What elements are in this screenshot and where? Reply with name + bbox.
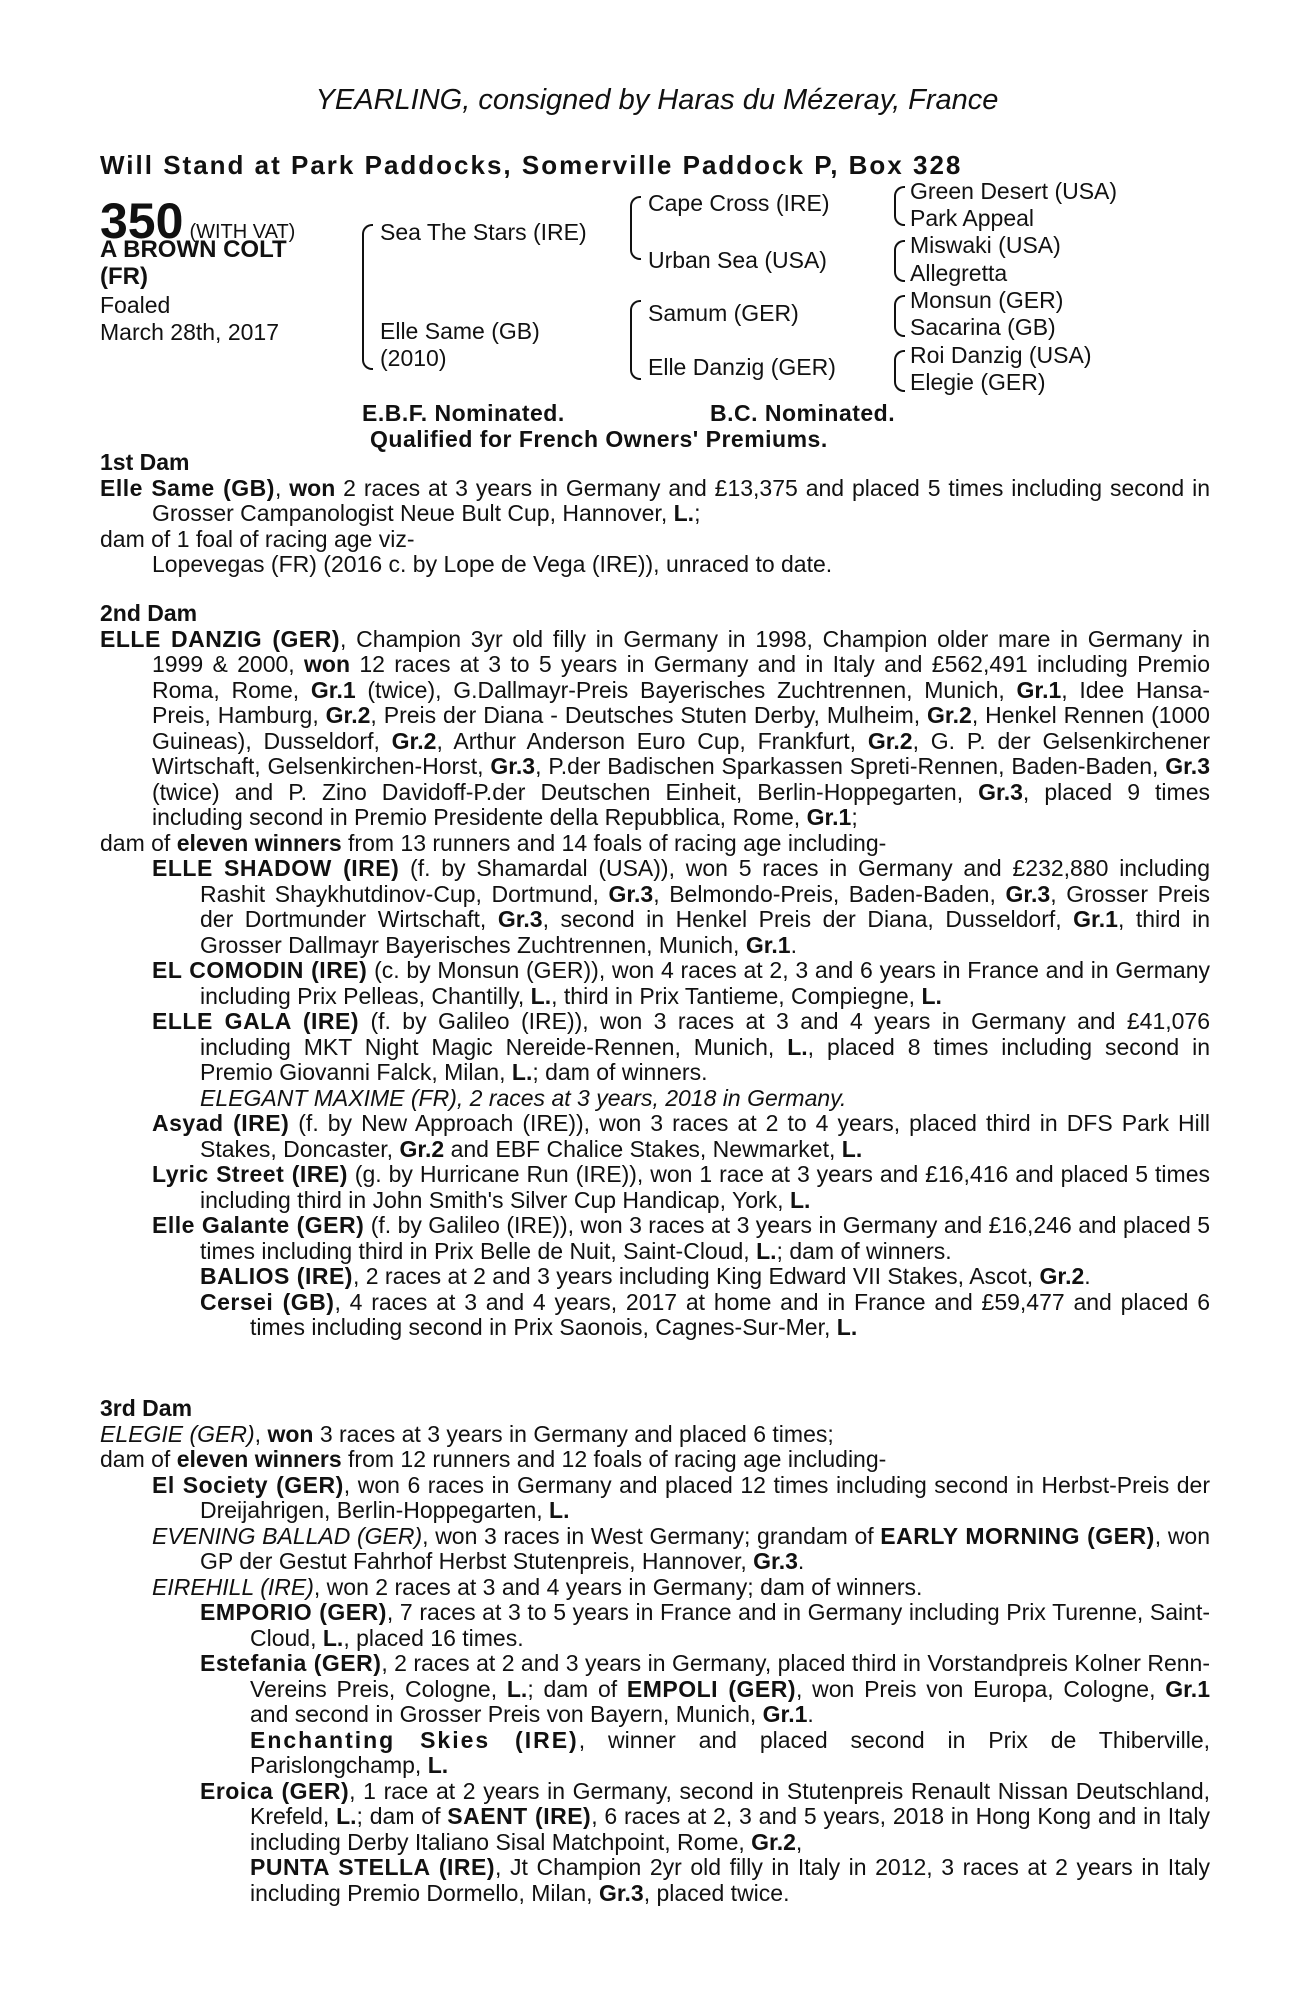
foal-el-society xyxy=(100,1473,1210,1524)
foal-balios xyxy=(100,1264,1210,1290)
grandfoal-name: Enchanting Skies (IRE) xyxy=(250,1726,579,1753)
foal-name: EMPORIO (GER) xyxy=(200,1599,387,1625)
t: (twice) and P. Zino Davidoff-P.der Deutschen Einheit, Berlin-Hoppegarten, xyxy=(152,778,979,805)
won: won xyxy=(267,1420,314,1447)
t: , placed 9 times including second in Premio Presidente della Repubblica, Rome, xyxy=(152,778,1210,830)
second-dam-record xyxy=(100,627,1210,831)
listed: L. xyxy=(841,1135,863,1162)
bc-nominated: B.C. Nominated. xyxy=(710,400,896,426)
sep: , xyxy=(254,1420,268,1447)
t: , won GP der Gestut Fahrhof Herbst Stutenpreis, Hannover, xyxy=(200,1522,1211,1574)
t: and EBF Chalice Stakes, Newmarket, xyxy=(444,1135,842,1162)
third-dam-name: ELEGIE (GER) xyxy=(100,1420,255,1447)
t: , Arthur Anderson Euro Cup, Frankfurt, xyxy=(436,727,868,754)
foal-name: Eroica (GER) xyxy=(200,1777,350,1804)
t: ; dam of winners. xyxy=(532,1059,708,1085)
listed: L. xyxy=(787,1033,808,1060)
record-end: ; xyxy=(694,500,701,526)
t: , second in Henkel Preis der Diana, Dusseldorf, xyxy=(542,906,1074,932)
t: ; dam of winners. xyxy=(776,1237,952,1264)
t: , 4 races at 3 and 4 years, 2017 at home and in France and £59,477 and placed 6 times including second in Prix Saonois, Cagnes-Sur-Mer, xyxy=(250,1288,1210,1340)
stand-location: Will Stand at Park Paddocks, Somerville Paddock P, Box 328 xyxy=(100,150,963,180)
listed: L. xyxy=(756,1237,777,1264)
brace-dd xyxy=(894,350,905,392)
grade: Gr.3 xyxy=(753,1548,798,1574)
t: , P.der Badischen Sparkassen Spreti-Rennen, Baden-Baden, xyxy=(535,753,1166,779)
second-dam-name: ELLE DANZIG (GER) xyxy=(100,625,341,652)
sdd: Allegretta xyxy=(910,260,1008,286)
lot-description: A BROWN COLT xyxy=(100,236,287,263)
grade: Gr.3 xyxy=(490,753,536,779)
t: 3 races at 3 years in Germany and placed 6 times; xyxy=(313,1420,834,1447)
grade: Gr.3 xyxy=(608,880,654,907)
t: dam of xyxy=(100,829,177,856)
t: ; xyxy=(851,804,858,830)
t: . xyxy=(797,1548,805,1574)
grandfoal-name: EARLY MORNING (GER) xyxy=(880,1522,1155,1549)
second-dam-dam-of xyxy=(100,831,1210,857)
listed: L. xyxy=(511,1059,533,1085)
foal-eirehill xyxy=(100,1575,1210,1601)
grade: Gr.1 xyxy=(1165,1675,1210,1702)
foal-elle-galante xyxy=(100,1213,1210,1264)
t: , winner and placed second in Prix de Thiberville, Parislongchamp, xyxy=(250,1726,1210,1778)
grade: Gr.2 xyxy=(751,1828,796,1855)
sds: Miswaki (USA) xyxy=(910,232,1061,258)
t: ; dam of xyxy=(356,1803,448,1829)
grade: Gr.3 xyxy=(497,906,543,932)
grade: Gr.3 xyxy=(1165,753,1210,779)
t: , Preis der Diana - Deutsches Stuten Derby, Mulheim, xyxy=(370,702,928,728)
third-dam-section xyxy=(100,1396,1210,1906)
sep: , xyxy=(274,474,290,501)
foal-emporio xyxy=(100,1600,1210,1651)
foal-evening-ballad xyxy=(100,1524,1210,1575)
t: , Jt Champion 2yr old filly in Italy in 2012, 3 races at 2 years in Italy including Premio Dormello, Milan, xyxy=(250,1854,1210,1906)
foal-lyric-street xyxy=(100,1162,1210,1213)
lot-country: (FR) xyxy=(100,263,148,290)
third-dam-title: 3rd Dam xyxy=(100,1395,193,1421)
foal-el-comodin xyxy=(100,958,1210,1009)
grandfoal-name: PUNTA STELLA (IRE) xyxy=(250,1854,496,1880)
listed: L. xyxy=(427,1752,449,1778)
foal-elle-gala xyxy=(100,1009,1210,1086)
foal-name: ELLE SHADOW (IRE) xyxy=(152,855,400,881)
t: , Grosser Preis der Dortmunder Wirtschaft, xyxy=(200,880,1210,932)
t: , third in Prix Tantieme, Compiegne, xyxy=(551,982,922,1009)
t: . xyxy=(1084,1263,1091,1289)
brace-ds xyxy=(894,295,905,337)
t: , 2 races at 2 and 3 years including King Edward VII Stakes, Ascot, xyxy=(352,1263,1040,1289)
ebf-nominated: E.B.F. Nominated. xyxy=(362,400,565,426)
listed: L. xyxy=(549,1497,570,1523)
t: (f. by New Approach (IRE)), won 3 races at 2 to 4 years, placed third in DFS Park Hill Stakes, Doncaster, xyxy=(200,1110,1210,1162)
t: , Champion 3yr old filly in Germany in 1998, Champion older mare in Germany in 1999 & 2000, xyxy=(152,625,1210,677)
t: , placed 8 times including second in Premio Giovanni Falck, Milan, xyxy=(200,1033,1210,1085)
listed: L. xyxy=(836,1314,858,1340)
t: (c. by Monsun (GER)), won 4 races at 2, 3 and 6 years in France and in Germany including Prix Pelleas, Chantilly, xyxy=(200,957,1210,1009)
french-premiums: Qualified for French Owners' Premiums. xyxy=(370,426,828,452)
foal-elle-shadow xyxy=(100,856,1210,958)
listed: L. xyxy=(530,982,552,1009)
ssd: Park Appeal xyxy=(910,205,1035,231)
dss: Monsun (GER) xyxy=(910,287,1064,313)
grade: Gr.3 xyxy=(978,778,1023,805)
listed: L. xyxy=(506,1675,528,1702)
grade: Gr.1 xyxy=(1073,906,1118,932)
brace-sire xyxy=(630,196,641,260)
listed: L. xyxy=(789,1186,811,1213)
foal-name: EVENING BALLAD (GER) xyxy=(152,1522,423,1549)
listed: L. xyxy=(322,1624,344,1651)
t: , placed 16 times. xyxy=(343,1624,524,1651)
foal-estefania xyxy=(100,1651,1210,1779)
foal-name: EL COMODIN (IRE) xyxy=(152,957,368,983)
vat-note: (WITH VAT) xyxy=(189,221,296,243)
ddd: Elegie (GER) xyxy=(910,369,1046,395)
sire-dam: Urban Sea (USA) xyxy=(648,247,827,273)
t: , placed twice. xyxy=(643,1879,790,1906)
t: , Henkel Rennen (1000 Guineas), Dusseldorf, xyxy=(152,702,1210,754)
grade: Gr.2 xyxy=(867,727,913,754)
foal-name: Cersei (GB) xyxy=(200,1288,335,1315)
t: . xyxy=(807,1701,814,1727)
sss: Green Desert (USA) xyxy=(910,178,1118,204)
foal-name: ELLE GALA (IRE) xyxy=(152,1008,360,1034)
eleven-winners: eleven winners xyxy=(176,829,342,856)
foal-elegant-maxime: ELEGANT MAXIME (FR), 2 races at 3 years, 2018 in Germany. xyxy=(200,1084,847,1111)
t: (f. by Galileo (IRE)), won 3 races at 3 and 4 years in Germany and £41,076 including MKT Night Magic Nereide-Rennen, Munich, xyxy=(200,1008,1210,1060)
foal-name: Asyad (IRE) xyxy=(152,1110,290,1136)
won: won xyxy=(304,651,351,677)
grade: Gr.1 xyxy=(762,1701,808,1727)
grade: Gr.1 xyxy=(310,676,356,703)
first-dam-record xyxy=(100,476,1210,527)
lot-number: 350 xyxy=(100,193,184,249)
grade: Gr.1 xyxy=(806,804,852,830)
foal-name: El Society (GER) xyxy=(152,1471,344,1498)
foal-name: BALIOS (IRE) xyxy=(200,1263,353,1289)
listed: L. xyxy=(921,982,942,1009)
dds: Roi Danzig (USA) xyxy=(910,342,1092,368)
listed: L. xyxy=(336,1803,357,1829)
grade: Gr.1 xyxy=(1016,676,1062,703)
t: , 6 races at 2, 3 and 5 years, 2018 in Hong Kong and in Italy including Derby Italiano Sisal Matchpoint, Rome, xyxy=(250,1803,1210,1855)
t: , 7 races at 3 to 5 years in France and in Germany including Prix Turenne, Saint-Cloud, xyxy=(250,1599,1211,1651)
sire-sire: Cape Cross (IRE) xyxy=(648,190,830,216)
t: , won 3 races in West Germany; grandam of xyxy=(422,1522,881,1549)
grandfoal-name: SAENT (IRE) xyxy=(447,1803,592,1829)
t: , xyxy=(795,1828,803,1855)
t: , 2 races at 2 and 3 years in Germany, placed third in Vorstandpreis Kolner Renn-Vereins Preis, Cologne, xyxy=(250,1650,1210,1702)
foal-asyad xyxy=(100,1111,1210,1162)
foal-eroica xyxy=(100,1779,1210,1907)
t: , Belmondo-Preis, Baden-Baden, xyxy=(653,880,1006,907)
first-dam-foal: Lopevegas (FR) (2016 c. by Lope de Vega (IRE)), unraced to date. xyxy=(152,551,833,577)
grade: Gr.3 xyxy=(1005,880,1051,907)
t: , won 2 races at 3 and 4 years in Germany; dam of winners. xyxy=(313,1573,923,1600)
record-text: 2 races at 3 years in Germany and £13,375 and placed 5 times including second in Grosser Campanologist Neue Bult Cup, Hannover, xyxy=(152,474,1210,526)
dam-year: (2010) xyxy=(380,345,447,371)
brace-dam xyxy=(630,300,641,380)
dsd: Sacarina (GB) xyxy=(910,314,1056,340)
won: won xyxy=(289,474,336,501)
foal-name: Estefania (GER) xyxy=(200,1650,382,1676)
dam-dam: Elle Danzig (GER) xyxy=(648,354,836,380)
foal-name: EIREHILL (IRE) xyxy=(152,1573,314,1600)
brace-ss xyxy=(894,186,905,226)
grade: Gr.2 xyxy=(1039,1263,1085,1289)
t: dam of xyxy=(100,1446,177,1472)
t: (twice), G.Dallmayr-Preis Bayerisches Zuchtrennen, Munich, xyxy=(355,676,1017,703)
t: 12 races at 3 to 5 years in Germany and in Italy and £562,491 including Premio Roma, Rome, xyxy=(152,651,1210,703)
grandfoal-name: EMPOLI (GER) xyxy=(626,1675,796,1702)
t: and second in Grosser Preis von Bayern, Munich, xyxy=(250,1701,763,1727)
grade: Gr.2 xyxy=(399,1135,445,1162)
t: , 1 race at 2 years in Germany, second in Stutenpreis Renault Nissan Deutschland, Krefeld, xyxy=(250,1777,1210,1829)
grade: Gr.2 xyxy=(391,727,437,754)
eleven-winners: eleven winners xyxy=(176,1446,342,1472)
foal-cersei xyxy=(100,1290,1210,1341)
t: from 12 runners and 12 foals of racing age including- xyxy=(341,1446,887,1472)
listed: L. xyxy=(673,500,695,526)
t: . xyxy=(790,931,797,958)
grade: Gr.1 xyxy=(745,931,791,958)
dam: Elle Same (GB) xyxy=(380,318,540,344)
t: (g. by Hurricane Run (IRE)), won 1 race at 3 years and £16,416 and placed 5 times including third in John Smith's Silver Cup Handicap, York, xyxy=(200,1161,1210,1213)
t: , third in Grosser Dallmayr Bayerisches Zuchtrennen, Munich, xyxy=(200,906,1210,958)
t: (f. by Shamardal (USA)), won 5 races in Germany and £232,880 including Rashit Shaykhutdinov-Cup, Dortmund, xyxy=(200,855,1210,907)
grade: Gr.2 xyxy=(927,702,972,728)
brace-sd xyxy=(894,240,905,282)
t: , won 6 races in Germany and placed 12 times including second in Herbst-Preis der Dreijahrigen, Berlin-Hoppegarten, xyxy=(200,1471,1210,1523)
t: , Idee Hansa-Preis, Hamburg, xyxy=(152,676,1210,728)
second-dam-title: 2nd Dam xyxy=(100,600,198,626)
grade: Gr.2 xyxy=(325,702,371,728)
first-dam-dam-of: dam of 1 foal of racing age viz- xyxy=(100,525,415,552)
third-dam-record xyxy=(100,1422,1210,1448)
dam-sire: Samum (GER) xyxy=(648,300,799,326)
first-dam-name: Elle Same (GB) xyxy=(100,474,275,501)
first-dam-title: 1st Dam xyxy=(100,449,190,475)
t: (f. by Galileo (IRE)), won 3 races at 3 years in Germany and £16,246 and placed 5 times including third in Prix Belle de Nuit, Saint-Cloud, xyxy=(200,1212,1210,1264)
grade: Gr.3 xyxy=(598,1879,644,1906)
foaled-label: Foaled xyxy=(100,292,171,318)
lot-heading: YEARLING, consigned by Haras du Mézeray, France xyxy=(315,84,999,116)
second-dam-section xyxy=(100,601,1210,1341)
t: , G. P. der Gelsenkirchener Wirtschaft, Gelsenkirchen-Horst, xyxy=(152,727,1210,779)
foal-name: Elle Galante (GER) xyxy=(152,1212,365,1238)
first-dam-section xyxy=(100,450,1210,578)
t: , won Preis von Europa, Cologne, xyxy=(796,1675,1166,1702)
foal-name: Lyric Street (IRE) xyxy=(152,1161,348,1187)
t: ; dam of xyxy=(527,1675,627,1702)
sire: Sea The Stars (IRE) xyxy=(380,219,587,245)
t: from 13 runners and 14 foals of racing age including- xyxy=(341,829,887,856)
third-dam-dam-of xyxy=(100,1447,1210,1473)
brace-main xyxy=(362,224,373,370)
foaled-date: March 28th, 2017 xyxy=(100,319,280,345)
